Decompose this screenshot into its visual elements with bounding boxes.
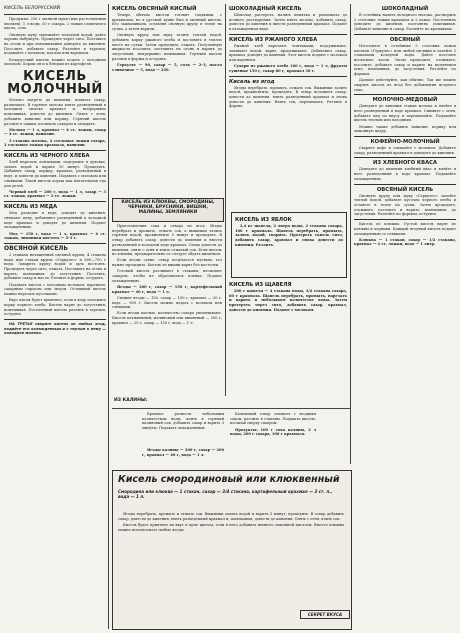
paragraph: Готовый кисель разливают в стаканы, посыпают сахаром, чтобы не образовалась пленка. Подают охлажденным.: [112, 269, 222, 283]
ingredients: Геркулес — 90, сахар — 5, соль — 2–3, масло сливочное — 5, вода — 250.: [112, 63, 222, 72]
paragraph: 200 г щавеля — 4 стакана воды, 3/4 стакана сахара, 60 г крахмала. Щавель перебрать, промыть, нарезать и варить в небольшом количестве воды. Затем протереть через сито, добавить сахар, крахмал, довести до кипения. Подают с молоком.: [229, 289, 347, 312]
heading-berries: КИСЕЛЬ ИЗ КЛЮКВЫ, СМОРОДИНЫ, ЧЕРНИКИ, БРУСНИКИ, ВИШНИ, МАЛИНЫ, ЗЕМЛЯНИКИ: [121, 200, 215, 216]
paragraph: Вкус кисля будет приятнее, если в воду положить корку черного хлеба. Кисель варят до загустения, помешивая. Посоленный кисель разлить в тарелки, остудить.: [4, 298, 106, 317]
column-4: [354, 4, 456, 249]
divider: [354, 136, 456, 137]
paragraph: Теперь обычно кисели готовят сладкими, с крахмалом, но в русской кухне был и овсяный кисель. Его заквашивали, оставляя овсяную крупу в тепле на сутки, а затем варили.: [112, 13, 222, 32]
column-divider: [108, 4, 109, 629]
heading-coffee-milk: КОФЕЙНО-МОЛОЧНЫЙ: [370, 139, 440, 146]
paragraph: Ржаной хлеб нарезают ломтиками, подсушивают, заливают водой, варят, процеживают. Добавляют сахар, крахмал, доводят до кипения. Этот кисель подают с молоком или вареньем.: [229, 43, 347, 62]
paragraph: Кисель из клюквы. Густой кисель варят из клюквы и черники. Каждый ягодный кисель подают охлажденным со сливками.: [354, 222, 456, 236]
ingredients: Ягоды — 200 г, сахар — 150 г, картофельный крахмал — 40 г, вода — 1 л.: [112, 284, 222, 294]
ingredients: Сухари из ржаного хлеба 160 г, вода — 1 л, фрукты сушеные 150 г, сахар 80 г, крахмал 30 г.: [229, 64, 347, 73]
paragraph: Продукты: 250 г овсяной муки (или растолченных хлопьев), 1 л воды, 50 г сахара, 2 ложки сливочного масла, соль.: [4, 17, 106, 31]
currant-ingredients: Смородина или клюква — 1 стакан, сахар — 3/4 стакана, картофельный крахмал — 3 ст. л., вода — 1 л.: [118, 489, 333, 499]
paragraph: Сварите кофе и смешайте с молоком. Добавьте сахар, разведенный крахмал и доведите до кипения.: [354, 146, 456, 155]
divider: [354, 94, 456, 95]
paragraph: В сотейник налить холодного молока, растворить 2 столовые ложки крахмала и 2 какао. Постепенно доведите до кипения, постоянно помешивая. Добавьте ванилин и сахар. Разлейте по креманкам.: [354, 13, 456, 32]
divider: [354, 184, 456, 185]
stamp: СЕКРЕТ ВКУСА: [300, 610, 350, 619]
paragraph: Овсяную крупу или муку залить теплой водой, добавить корку ржаного хлеба и поставить в теплое место на сутки. Затем процедить, отжать. Полученную жидкость посолить, поставить на огонь и варить до загустения, непрерывно помешивая. Горячий кисель разлить в формы и остудить.: [112, 33, 222, 61]
paragraph: 2,4 кг щавеля, 2 литра воды, 2 стакана сахара, 100 г крахмала. Щавель перебрать, промыть, залить водой, сварить. Протереть сквозь сито, добавить сахар, крахмал и снова довести до кипения. Разлить.: [235, 224, 343, 247]
paragraph: Кисель будет приятнее на вкус и ярче цветом, если в него добавить немного лимонной кислоты. Вместо клюквы можно использовать любые ягоды.: [118, 522, 344, 532]
ingredients: 3 стакана молока, 4 столовые ложки сахара, 2 столовые ложки крахмала, ванилин.: [4, 138, 106, 148]
paragraph: Приготовления сока и отвара из ягод. Ягоды перебрать и промыть, отжать сок, а выжимки залить горячей водой, прокипятить 5 минут и процедить. В отвар добавить сахар, довести до кипения и ввести разведенный в холодной воде крахмал. Снова довести до кипения, снять с огня и влить отжатый сок. Если кисель из клюквы, предварительно ее следует обдать кипятком.: [112, 224, 222, 257]
divider: [4, 14, 106, 15]
paragraph: Белорусский кисель можно подать с холодным молоком. Хорош он и к блюдам из картофеля.: [4, 57, 106, 67]
paragraph: Крахмал развести небольшим количеством воды, влить в горячий калиновый сок, добавить сахар и варить 3 минуты. Подавать охлажденным.: [142, 412, 224, 431]
paragraph: Мед разводят в воде, доводят до кипения, снимают пену, добавляют разведенный в холодной воде крахмал и доводят до кипения. Подают охлажденным.: [4, 211, 106, 230]
divider: [4, 201, 106, 202]
apple-kisel-box: [231, 212, 347, 278]
column-divider: [225, 4, 226, 396]
divider: [354, 157, 456, 158]
paragraph: Ягоды перебрать, промыть, отжать сок. Выжимки залить водой, прокипятить, процедить. В отвар положить сахар, довести до кипения, влить разведенный крахмал и снова довести до кипения. Влить сок, перемешать. Разлить в формы.: [229, 85, 347, 109]
column-2-lower: [112, 224, 222, 327]
paragraph: Овсяную муку замешайте холодной водой, дайте хорошо набухнуть. Процедите через сито. Поставьте на огонь и при помешивании доведите до кипения. Посолите, добавьте сахар. Разлейте в тарелки, подавайте с молоком, маслом или вареньем.: [4, 32, 106, 56]
ingredients: Молоко — 1 л, крахмал — 4 ст. ложки, сахар — 4 ст. ложки, ванилин.: [4, 127, 106, 137]
paragraph: Молоко нагреть до кипения, всыпать сахар, размешать. В горячее молоко влить разведенный в холодном молоке крахмал и, непрерывно помешивая, довести до кипения. Снять с огня, добавить ванилин или корицу. Горячий кисель разлить в чашки, посыпать сахаром и охладить.: [4, 98, 106, 126]
heading-oat-3: ОВСЯНЫЙ КИСЕЛЬ: [376, 186, 434, 193]
paragraph: Изготовьте в сотейнике 5 столовых ложек хлопьев «Геркулес» или любой овсянки и залейте 2 стаканами холодной воды. Дайте постоять несколько часов. Затем процедите, отожмите, посолите, добавьте сахар и варите на медленном огне, помешивая, до загустения. Разлейте по формам.: [354, 43, 456, 77]
divider: [229, 76, 347, 77]
ingredients: Ягоды калины — 200 г, сахар — 200 г, крахмал — 40 г, вода — 1 л.: [142, 448, 224, 457]
paragraph: 2 стакана нечищенной овсяной крупы, 4 стакана воды или стакан крупы «Геркулес» и 600—700 г воды. Заварить крупу водой и дать постоять. Процедить через сито, отжать. Поставить на огонь и варить, помешивая, до загустения. Посолить, добавить сахар и масло. Разлить в формы, остудить.: [4, 252, 106, 281]
ingredients: Клюква — 1 стакан, сахар — 1/2 стакана, крахмал — 2 ст. ложки, вода — 1 литр.: [354, 237, 456, 247]
divider: [4, 319, 106, 320]
heading-chocolate-2: ШОКОЛАДНЫЙ: [381, 6, 429, 12]
heading-honey: КИСЕЛЬ ИЗ МЕДА: [4, 204, 58, 211]
paragraph: Если ягоды сухие, отвар получается мутным, его нужно процедить. Кисель из вишни варят без косточек.: [112, 258, 222, 268]
column-2: [112, 4, 222, 74]
footer-note: НА ТРЕТЬЕ сварите кисель из любых ягод, подайте его охлажденным и с тертым к нему — холодное молоко.: [4, 322, 106, 336]
bottom-col-a: [142, 412, 224, 432]
bottom-col-b: [230, 412, 316, 439]
paragraph: Калиновый отвар смешать с ягодным соком, разлить в стаканы. Подавать кисель, посыпав сверху сахаром.: [230, 412, 316, 426]
heading-black-bread: КИСЕЛЬ ИЗ ЧЕРНОГО ХЛЕБА: [4, 153, 90, 160]
column-3: [229, 4, 347, 111]
heading-berry-kisel: Кисель из ягод: [229, 78, 275, 85]
berries-title-box: [112, 198, 224, 222]
column-1: [4, 4, 106, 338]
heading-rye-bread: КИСЕЛЬ ИЗ РЖАНОГО ХЛЕБА: [229, 36, 318, 43]
section-label: КИСЕЛЬ БЕЛОРУССКИЙ: [4, 6, 61, 11]
heading-currant: Кисель смородиновый или клюквенный: [118, 474, 340, 485]
divider: [4, 243, 106, 244]
column-3-lower: [229, 280, 347, 314]
ingredients: Черный хлеб — 200 г, вода — 1 л, сахар — 3 ст. ложки, крахмал — 2 ст. ложки.: [4, 189, 106, 199]
heading-kisel-molochnyj: КИСЕЛЬ МОЛОЧНЫЙ: [7, 69, 103, 98]
divider: [112, 408, 350, 409]
paragraph: Шоколад растереть, налить кипятка и размешать до полного растворения. Затем влить молоко, добавить сахар, довести до кипения и ввести разведенный крахмал. Подают в охлажденном виде.: [229, 13, 347, 32]
column-divider: [350, 4, 351, 464]
heading-milk-honey: МОЛОЧНО-МЕДОВЫЙ: [372, 97, 438, 104]
heading-oat-sour: КИСЕЛЬ ОВСЯНЫЙ КИСЛЫЙ: [112, 6, 197, 12]
ingredients: Мед — 150 г, вода — 1 л, крахмал — 4 ст. ложки, лимонная кислота — 2–3 г.: [4, 231, 106, 241]
paragraph: Если ягоды кислые, количество сахара увеличивают. Кисель клюквенный, малиновый или вишневый — 200 г, крахмал — 25 г, сахар — 150 г, вода — 1 л.: [112, 311, 222, 325]
heading-oat-2: ОВСЯНЫЙ: [389, 36, 421, 43]
paragraph: Доведите до кипения хлебный квас и влейте в него разведенный в воде крахмал. Подавайте охлажденным.: [354, 167, 456, 181]
currant-body: [118, 512, 344, 534]
paragraph: Доведите до кипения стакан молока и влейте в него разведенный в воде крахмал. Снимите с огня, добавьте мед по вкусу и перемешайте. Подавайте кисель теплым или холодным.: [354, 104, 456, 123]
divider: [4, 150, 106, 151]
heading-kvass: ИЗ ХЛЕБНОГО КВАСА: [373, 160, 437, 167]
heading-viburnum: ИЗ КАЛИНЫ:: [114, 398, 148, 403]
paragraph: Можно также добавить ванилин, корицу или лимонную цедру.: [354, 124, 456, 134]
paragraph: Дальше действуйте, как обычно. Так же можно сварить кисель из ягод без добавления ягодного сока.: [354, 78, 456, 92]
heading-sorrel: КИСЕЛЬ ИЗ ЩАВЕЛЯ: [229, 282, 292, 288]
divider: [354, 219, 456, 220]
heading-oat-kisel: ОВСЯНОЙ КИСЕЛЬ: [4, 244, 68, 252]
paragraph: Овсяную крупу или муку «Геркулес» залейте теплой водой, добавьте кусочек черного хлеба и оставьте в тепле на сутки. Затем процедите, отожмите, посолите и варите, помешивая, до загустения. Разлейте по формам, остудите.: [354, 193, 456, 217]
paragraph: Свежие ягоды — 150, сахар — 100 г, крахмал — 30 г, вода — 900 г. Кисель можно подать с молоком или сливками.: [112, 295, 222, 310]
divider: [354, 34, 456, 35]
paragraph: Ягоды перебрать, промыть и отжать сок. Выжимки залить водой и варить 5 минут, процедить. В отвар добавить сахар, довести до кипения, влить разведенный крахмал и, помешивая, довести до кипения. Снять с огня, влить сок.: [118, 512, 344, 521]
ingredients: Продукты: 100 г сока калины, 2 л воды, 200 г сахара, 100 г крахмала.: [230, 427, 316, 437]
divider: [229, 34, 347, 35]
paragraph: Хлеб нарезать ломтиками, подсушить в духовке, залить водой и варить 10 минут. Процедить. Добавить сахар, корицу, крахмал, разведенный в воде, и довести до кипения. Подавать с молоком или сливками. Такой кисель хорош как питательная еда для детей.: [4, 160, 106, 188]
heading-chocolate: ШОКОЛАДНЫЙ КИСЕЛЬ: [229, 6, 302, 12]
bottom-col-a2: [142, 448, 224, 459]
heading-apple: КИСЕЛЬ ИЗ ЯБЛОК: [235, 217, 292, 223]
paragraph: Подавать кисель с холодным молоком, вареньем, сахарным сиропом или медом. Остывший кисель можно нарезать кусочками.: [4, 282, 106, 297]
